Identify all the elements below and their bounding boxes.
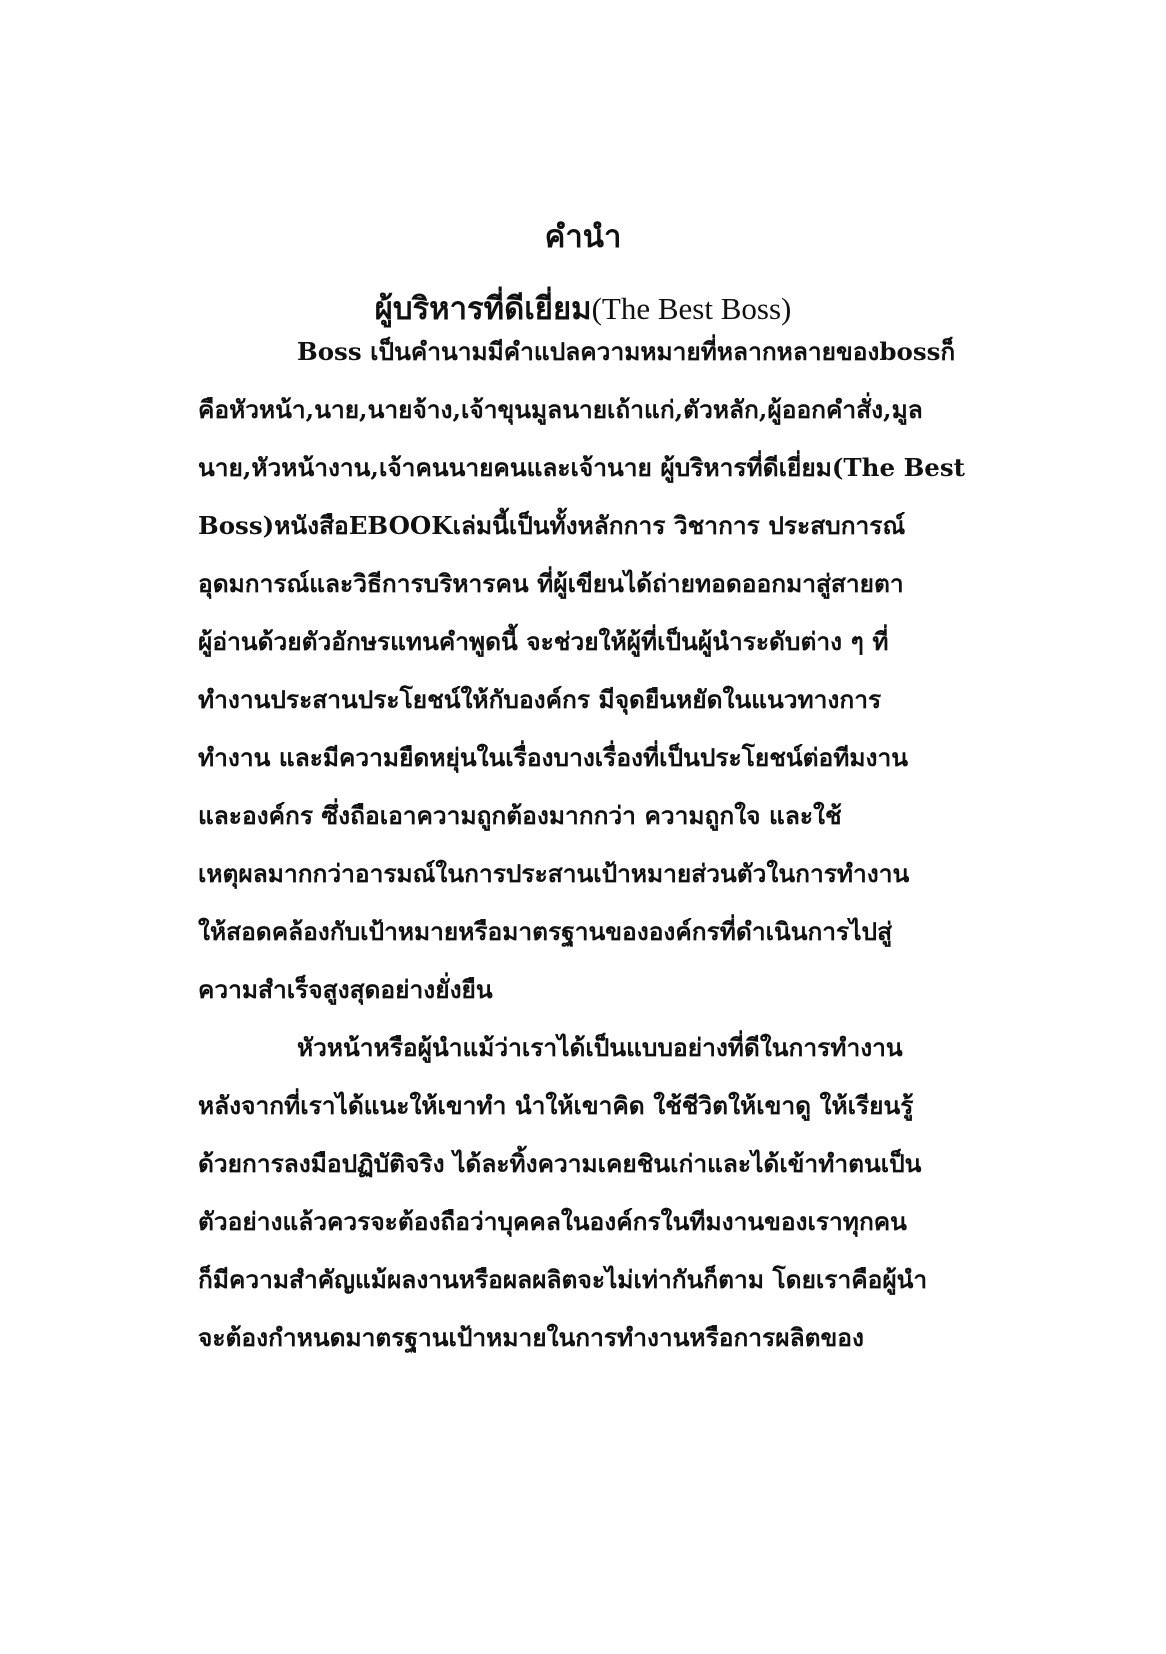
text-line: Boss)หนังสือEBOOKเล่มนี้เป็นทั้งหลักการ วิชาการ ประสบการณ์ [198,511,906,540]
text-line: จะต้องกำหนดมาตรฐานเป้าหมายในการทำงานหรือการผลิตของ [198,1323,864,1352]
subtitle-thai: ผู้บริหารที่ดีเยี่ยม [374,291,592,327]
text-line: ทำงาน และมีความยืดหยุ่นในเรื่องบางเรื่องที่เป็นประโยชน์ต่อทีมงาน [198,743,908,772]
text-line: ด้วยการลงมือปฏิบัติจริง ได้ละทิ้งความเคยชินเก่าและได้เข้าทำตนเป็น [198,1149,922,1178]
text-line: คือหัวหน้า,นาย,นายจ้าง,เจ้าขุนมูลนายเถ้าแก่,ตัวหลัก,ผู้ออกคำสั่ง,มูล [198,395,923,424]
text-line: เหตุผลมากกว่าอารมณ์ในการประสานเป้าหมายส่วนตัวในการทำงาน [198,859,910,888]
text-line: หลังจากที่เราได้แนะให้เขาทำ นำให้เขาคิด ใช้ชีวิตให้เขาดู ให้เรียนรู้ [198,1091,914,1120]
subtitle-english: (The Best Boss) [591,291,792,326]
text-line: อุดมการณ์และวิธีการบริหารคน ที่ผู้เขียนได้ถ่ายทอดออกมาสู่สายตา [198,569,904,598]
text-line: ความสำเร็จสูงสุดอย่างยั่งยืน [198,975,493,1004]
text-line: หัวหน้าหรือผู้นำแม้ว่าเราได้เป็นแบบอย่างที่ดีในการทำงาน [297,1033,903,1062]
text-line: ผู้อ่านด้วยตัวอักษรแทนคำพูดนี้ จะช่วยให้ผู้ที่เป็นผู้นำระดับต่าง ๆ ที่ [198,627,889,656]
text-line: นาย,หัวหน้างาน,เจ้าคนนายคนและเจ้านาย ผู้บริหารที่ดีเยี่ยม(The Best [198,453,966,482]
text-line: ตัวอย่างแล้วควรจะต้องถือว่าบุคคลในองค์กรในทีมงานของเราทุกคน [198,1207,907,1236]
text-line: ทำงานประสานประโยชน์ให้กับองค์กร มีจุดยืนหยัดในแนวทางการ [198,685,882,714]
text-line: และองค์กร ซึ่งถือเอาความถูกต้องมากกว่า ความถูกใจ และใช้ [198,801,842,830]
text-line: Boss เป็นคำนามมีคำแปลความหมายที่หลากหลายของbossก็ [297,337,956,366]
document-title: คำนำ [544,219,622,255]
text-line: ให้สอดคล้องกับเป้าหมายหรือมาตรฐานขององค์กรที่ดำเนินการไปสู่ [198,917,893,946]
text-line: ก็มีความสำคัญแม้ผลงานหรือผลผลิตจะไม่เท่ากันก็ตาม โดยเราคือผู้นำ [198,1265,928,1294]
